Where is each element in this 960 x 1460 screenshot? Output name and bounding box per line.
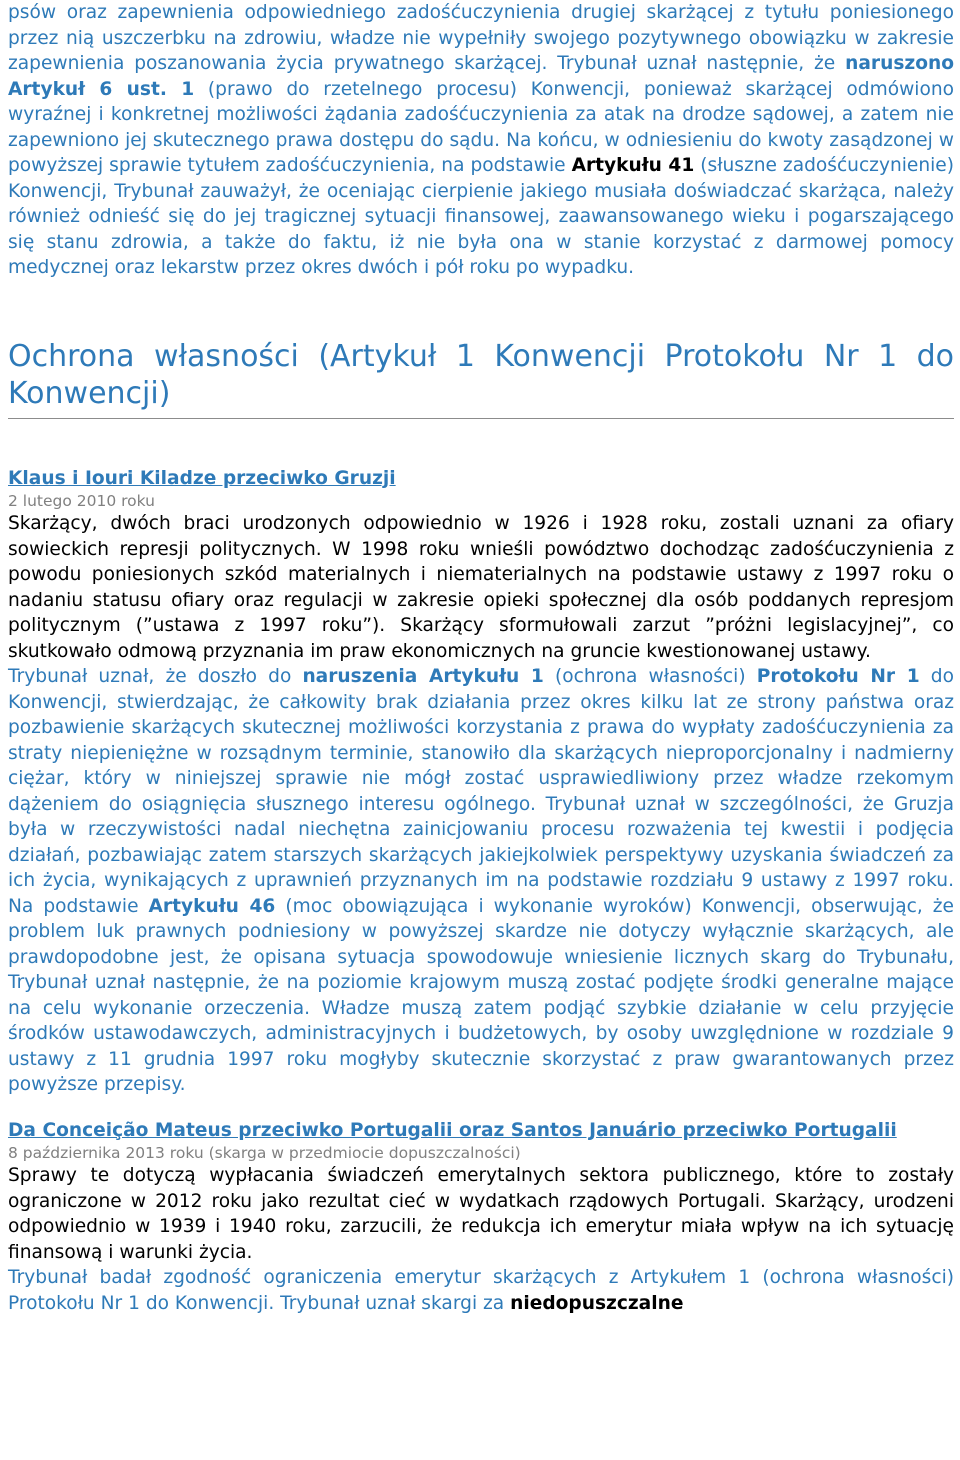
opening-paragraph (8, 0, 954, 281)
ruling-text-2: (ochrona własności) (543, 666, 757, 687)
ruling-text-1: Trybunał uznał, że doszło do (8, 666, 303, 687)
opening-highlight-article-41: Artykułu 41 (571, 155, 695, 176)
opening-text-3: (słuszne zadośćuczynienie) Konwencji, Trybunał zauważył, że oceniając cierpienie jakiego musiała doświadczać skarżąca, należy również odnieść się do jej tragicznej sytuacji finansowej, zaawansowanego wieku i pogarszającego się stanu zdrowia, a także do faktu, iż nie była ona w stanie korzystać z darmowej pomocy medycznej oraz lekarstw przez okres dwóch i pół roku po wypadku. (8, 155, 954, 278)
section-heading-block (8, 338, 954, 419)
ruling-highlight-article-46: Artykułu 46 (148, 895, 276, 917)
opening-text-2: (prawo do rzetelnego procesu) Konwencji, ponieważ skarżącej odmówiono wyraźnej i konkretnej możliwości żądania zadośćuczynienia za atak na drodze sądowej, a zatem nie zapewniono jej skutecznego prawa dostępu do sądu. Na końcu, w odniesieniu do kwoty zasądzonej w powyższej sprawie tytułem zadośćuczynienia, na podstawie (8, 78, 954, 176)
case-ruling-paragraph (8, 1265, 954, 1316)
opening-highlight-article-6: naruszono Artykuł 6 ust. 1 (8, 53, 954, 100)
case-date: 8 października 2013 roku (skarga w przedmiocie dopuszczalności) (8, 1144, 521, 1162)
ruling-text-1: Trybunał badał zgodność ograniczenia emerytur skarżących z Artykułem 1 (ochrona własności) Protokołu Nr 1 do Konwencji. Trybunał uznał skargi za (8, 1267, 954, 1314)
ruling-highlight-inadmissible: niedopuszczalne (510, 1292, 684, 1314)
case-title-link[interactable]: Klaus i Iouri Kiladze przeciwko Gruzji (8, 467, 396, 489)
section-divider (8, 418, 954, 419)
case-facts-paragraph: Skarżący, dwóch braci urodzonych odpowiednio w 1926 i 1928 roku, zostali uznani za ofiary sowieckich represji politycznych. W 1998 roku wnieśli powództwo dochodząc zadośćuczynienia z powodu poniesionych szkód materialnych i niematerialnych na podstawie ustawy z 1997 roku o nadaniu statusu ofiary oraz regulacji w zakresie opieki społecznej dla osób poddanych represjom politycznym (”ustawa z 1997 roku”). Skarżący sformułowali zarzut ”próżni legislacyjnej”, co skutkowało odmową przyznania im praw ekonomicznych na gruncie kwestionowanej ustawy. (8, 513, 954, 662)
case-date: 2 lutego 2010 roku (8, 492, 155, 510)
case-kiladze (8, 466, 954, 1098)
case-facts-paragraph: Sprawy te dotyczą wypłacania świadczeń emerytalnych sektora publicznego, które to zostały ograniczone w 2012 roku jako rezultat cieć w wydatkach rządowych Portugali. Skarżący, urodzeni odpowiednio w 1939 i 1940 roku, zarzucili, że redukcja ich emerytur miała wpływ na ich sytuację finansową i warunki życia. (8, 1165, 954, 1263)
opening-text-1: psów oraz zapewnienia odpowiedniego zadośćuczynienia drugiej skarżącej z tytułu poniesionego przez nią uszczerbku na zdrowiu, władze nie wypełniły swojego pozytywnego obowiązku w zakresie zapewnienia poszanowania życia prywatnego skarżącej. Trybunał uznał następnie, że (8, 2, 954, 74)
ruling-text-3: do Konwencji, stwierdzając, że całkowity brak działania przez okres kilku lat ze strony państwa oraz pozbawienie skarżących skutecznej możliwości korzystania z prawa do wypłaty zadośćuczynienia za straty niepieniężne w rozsądnym terminie, stanowiło dla skarżących nieproporcjonalny i nadmierny ciężar, który w niniejszej sprawie nie mógł zostać usprawiedliwiony przez władze rzekomym dążeniem do osiągnięcia słusznego interesu ogólnego. Trybunał uznał w szczególności, że Gruzja była w rzeczywistości nadal niechętna zainicjowaniu procesu rozważenia tej kwestii i podjęcia działań, pozbawiając zatem starszych skarżących jakiejkolwiek perspektywy uzyskania świadczeń za ich życia, wynikających z uprawnień przyznanych im na podstawie rozdziału 9 ustawy z 1997 roku. Na podstawie (8, 666, 954, 917)
ruling-highlight-protocol: Protokołu Nr 1 (756, 666, 920, 687)
case-ruling-paragraph (8, 664, 954, 1098)
case-title-link[interactable]: Da Conceição Mateus przeciwko Portugalii oraz Santos Januário przeciwko Portugalii (8, 1119, 897, 1141)
section-title: Ochrona własności (Artykuł 1 Konwencji Protokołu Nr 1 do Konwencji) (8, 338, 954, 411)
case-da-conceicao (8, 1118, 954, 1317)
ruling-text-4: (moc obowiązująca i wykonanie wyroków) Konwencji, obserwując, że problem luk prawnych podniesiony w powyższej skardze nie dotyczy wyłącznie skarżących, ale prawdopodobne jest, że opisana sytuacja spowodowuje wniesienie licznych skarg do Trybunału, Trybunał uznał następnie, że na poziomie krajowym muszą zostać podjęte środki generalne mające na celu wykonanie orzeczenia. Władze muszą zatem podjąć szybkie działanie w celu przyjęcie środków ustawodawczych, administracyjnych i budżetowych, by osoby uwzględnione w rozdziale 9 ustawy z 11 grudnia 1997 roku mogłyby skutecznie skorzystać z praw gwarantowanych przez powyższe przepisy. (8, 895, 954, 1095)
ruling-highlight-violation: naruszenia Artykułu 1 (302, 666, 544, 687)
